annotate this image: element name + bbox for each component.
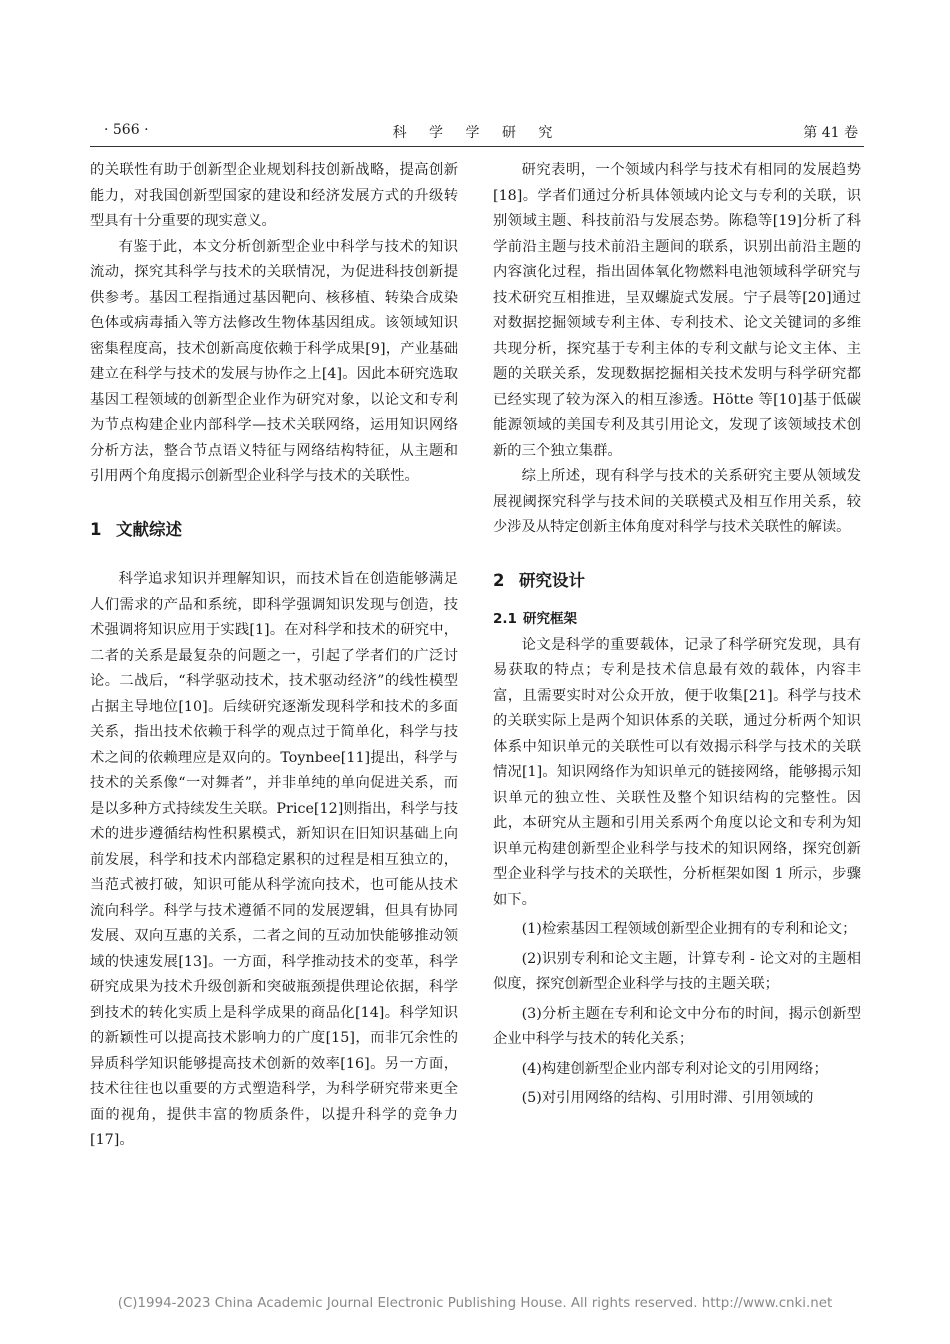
paragraph-summary: 综上所述，现有科学与技术的关系研究主要从领域发展视阈探究科学与技术间的关联模式及相互作用关系，较少涉及从特定创新主体角度对科学与技术关联性的解读。: [493, 468, 861, 535]
paragraph-literature-review: 科学追求知识并理解知识，而技术旨在创造能够满足人们需求的产品和系统，即科学强调知识发现与创造，技术强调将知识应用于实践[1]。在对科学和技术的研究中，二者的关系是最复杂的问题之一，引起了学者们的广泛讨论。二战后，“科学驱动技术，技术驱动经济”的线性模型占据主导地位[10]。后续研究逐渐发现科学和技术的多面关系，指出技术依赖于科学的观点过于简单化，科学与技术之间的依赖理应是双向的。Toynbee[11]提出，科学与技术的关系像“一对舞者”，并非单纯的单向促进关系，而是以多种方式持续发生关联。Price[12]则指出，科学与技术的进步遵循结构性积累模式，新知识在旧知识基础上向前发展，科学和技术内部稳定累积的过程是相互独立的，当范式被打破，知识可能从科学流向技术，也可能从技术流向科学。科学与技术遵循不同的发展逻辑，但具有协同发展、双向互惠的关系，二者之间的互动加快能够推动领域的快速发展[13]。一方面，科学推动技术的变革，科学研究成果为技术升级创新和突破瓶颈提供理论依据，科学到技术的转化实质上是科学成果的商品化[14]。科学知识的新颖性可以提高技术影响力的广度[15]，而非冗余性的异质科学知识能够提高技术创新的效率[16]。另一方面，技术往往也以重要的方式塑造科学，为科学研究带来更全面的视角，提供丰富的物质条件，以提升科学的竞争力[17]。: [90, 571, 458, 1148]
copyright-footer: (C)1994-2023 China Academic Journal Electronic Publishing House. All rights reserved. http://www.cnki.net: [117, 1296, 833, 1311]
step-item: (1)检索基因工程领域创新型企业拥有的专利和论文；: [521, 921, 857, 937]
step-item: (5)对引用网络的结构、引用时滞、引用领域的: [521, 1090, 814, 1106]
paragraph-framework: 论文是科学的重要载体，记录了科学研究发现，具有易获取的特点；专利是技术信息最有效的载体，内容丰富，且需要实时对公众开放，便于收集[21]。科学与技术的关联实际上是两个知识体系的关联，通过分析两个知识体系中知识单元的关联性可以有效揭示科学与技术的关联情况[1]。知识网络作为知识单元的链接网络，能够揭示知识单元的独立性、关联性及整个知识结构的完整性。因此，本研究从主题和引用关系两个角度以论文和专利为知识单元构建创新型企业科学与技术的知识网络，探究创新型企业科学与技术的关联性，分析框架如图 1 所示，步骤如下。: [493, 636, 861, 908]
journal-title: 科 学 学 研 究: [392, 125, 562, 141]
subsection-number: 2.1: [493, 611, 517, 627]
paragraph-continued: 的关联性有助于创新型企业规划科技创新战略，提高创新能力，对我国创新型国家的建设和经济发展方式的升级转型具有十分重要的现实意义。: [90, 162, 458, 229]
left-column: [90, 158, 458, 1154]
right-column: [493, 158, 861, 1112]
paragraph-intro: 有鉴于此，本文分析创新型企业中科学与技术的知识流动，探究其科学与技术的关联情况，为促进科技创新提供参考。基因工程指通过基因靶向、核移植、转染合成染色体或病毒插入等方法修改生物体基因组成。该领域知识密集程度高，技术创新高度依赖于科学成果[9]，产业基础建立在科学与技术的发展与协作之上[4]。因此本研究选取基因工程领域的创新型企业作为研究对象，以论文和专利为节点构建企业内部科学—技术关联网络，运用知识网络分析方法，整合节点语义特征与网络结构特征，从主题和引用两个角度揭示创新型企业科学与技术的关联性。: [90, 238, 458, 484]
section-title: 研究设计: [519, 570, 585, 590]
step-item: (3)分析主题在专利和论文中分布的时间，揭示创新型企业中科学与技术的转化关系；: [493, 1005, 861, 1047]
step-item: (2)识别专利和论文主题，计算专利 - 论文对的主题相似度，探究创新型企业科学与技的主题关联；: [493, 950, 861, 992]
section-number: 2: [493, 570, 505, 590]
subsection-title: 研究框架: [523, 611, 577, 627]
section-title: 文献综述: [116, 519, 182, 539]
section-number: 1: [90, 519, 102, 539]
section-heading-research-design: [493, 568, 861, 594]
running-header: [90, 122, 864, 147]
subsection-heading-framework: [493, 607, 861, 633]
step-item: (4)构建创新型企业内部专利对论文的引用网络；: [521, 1060, 828, 1077]
paragraph-domain-trends: 研究表明，一个领域内科学与技术有相同的发展趋势[18]。学者们通过分析具体领域内论文与专利的关联，识别领域主题、科技前沿与发展态势。陈稳等[19]分析了科学前沿主题与技术前沿主题间的联系，识别出前沿主题的内容演化过程，指出固体氧化物燃料电池领域科学研究与技术研究互相推进，呈双螺旋式发展。宁子晨等[20]通过对数据挖掘领域专利主体、专利技术、论文关键词的多维共现分析，探究基于专利主体的专利文献与论文主体、主题的关联关系，发现数据挖掘相关技术发明与科学研究都已经实现了较为深入的相互渗透。Hötte 等[10]基于低碳能源领域的美国专利及其引用论文，发现了该领域技术创新的三个独立集群。: [493, 162, 861, 459]
section-heading-literature-review: [90, 517, 458, 543]
volume-label: 第 41 卷: [803, 125, 858, 141]
page-number: · 566 ·: [104, 122, 149, 138]
